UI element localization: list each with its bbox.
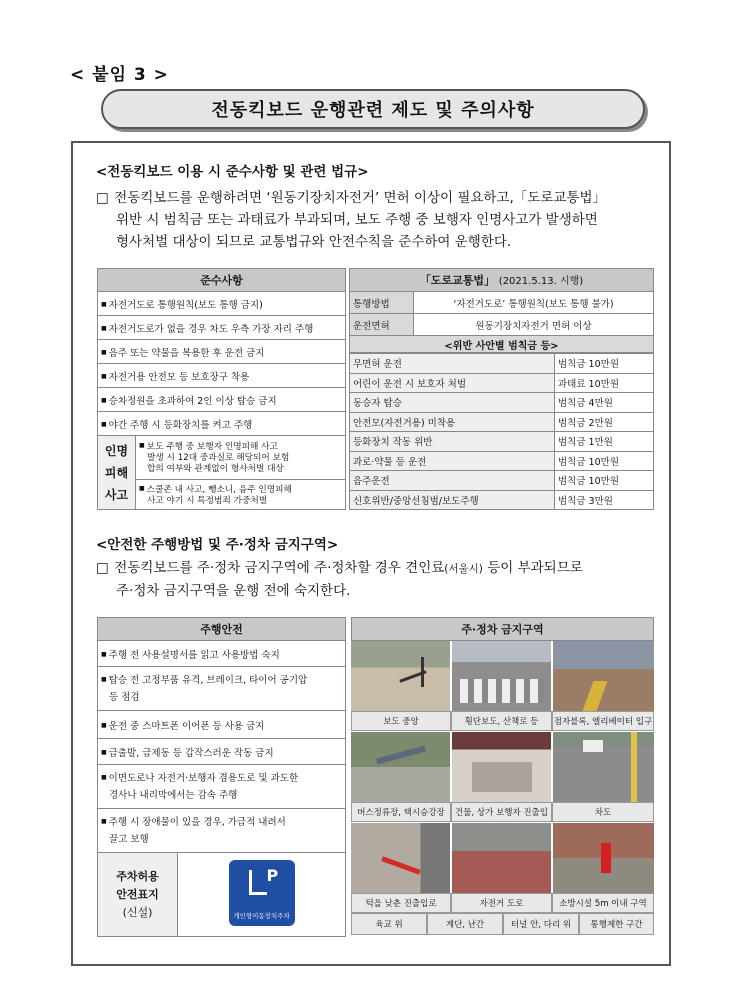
rule-item: ■ 자전거도로가 없을 경우 차도 우측 가장 자리 주행: [98, 316, 346, 340]
accident-line: ■ 보도 주행 중 보행자 인명피해 사고: [139, 440, 342, 453]
safety-line: ■ 이면도로나 자전거·보행자 겸용도로 및 과도한: [101, 769, 342, 787]
law-date: (2021.5.13. 시행): [498, 276, 584, 287]
fine-key: 어린이 운전 시 보호자 처벌: [350, 373, 555, 393]
section1-heading: <전동킥보드 이용 시 준수사항 및 관련 법규>: [96, 164, 369, 180]
fine-value: 범칙금 10만원: [555, 451, 654, 471]
section1-paragraph: [96, 187, 666, 253]
accident-label: [98, 436, 136, 510]
para-line: 위반 시 범칙금 또는 과태료가 부과되며, 보도 주행 중 보행자 인명사고가 발생하면: [116, 212, 598, 228]
zone-photo-building-entrance: [452, 732, 551, 802]
zone-caption: 통행제한 구간: [579, 913, 654, 935]
para-line: 형사처벌 대상이 되므로 교통법규와 안전수칙을 준수하여 운행한다.: [116, 234, 512, 250]
accident-item: [136, 436, 346, 480]
zone-caption: 건물, 상가 보행자 진출입: [451, 802, 552, 822]
fine-value: 범칙금 10만원: [555, 471, 654, 491]
parking-letter: P: [266, 866, 279, 885]
accident-item: [136, 480, 346, 510]
zone-photo-bike-lane: [452, 823, 551, 893]
accident-label-line: 피해: [104, 465, 129, 480]
zone-photo-sidewalk: [351, 641, 450, 711]
accident-line: 합의 여부와 관계없이 형사처벌 대상: [147, 464, 284, 474]
zone-caption: 소방시설 5m 이내 구역: [552, 893, 654, 913]
zone-caption: 터널 안, 다리 위: [503, 913, 579, 935]
page-title-box: [101, 89, 645, 129]
rules-table: [97, 268, 346, 510]
fine-value: 범칙금 10만원: [555, 354, 654, 374]
zone-caption: 횡단보도, 산책로 등: [451, 711, 552, 731]
rule-item: ■ 자전거도로 통행원칙(보도 통행 금지): [98, 292, 346, 316]
parking-label-line: 안전표지: [116, 887, 159, 901]
para-line: 전동킥보드를 운행하려면 ‘원동기장치자전거’ 면허 이상이 필요하고,「도로교통법」: [114, 190, 606, 206]
zones-table: [351, 617, 654, 641]
zone-caption: 턱을 낮춘 진출입로: [351, 893, 451, 913]
rule-item: ■ 승차정원을 초과하여 2인 이상 탑승 금지: [98, 388, 346, 412]
safety-item: [98, 809, 346, 853]
zones-header: 주·정차 금지구역: [352, 618, 654, 641]
bullet-square: □: [96, 560, 109, 576]
law-key: 통행방법: [350, 292, 414, 314]
safety-item: [98, 765, 346, 809]
section2-paragraph: [96, 557, 666, 602]
zone-caption: 점자블록, 엘리베이터 입구: [552, 711, 654, 731]
fine-value: 범칙금 3만원: [555, 490, 654, 510]
rules-header: 준수사항: [98, 269, 346, 292]
rule-item: ■ 음주 또는 약물을 복용한 후 운전 금지: [98, 340, 346, 364]
safety-line: ■ 탑승 전 고정부품 유격, 브레이크, 타이어 공기압: [101, 671, 342, 689]
safety-line: ■ 주행 시 장애물이 있을 경우, 가급적 내려서: [101, 813, 342, 831]
accident-label-line: 사고: [104, 487, 129, 502]
safety-line: 등 점검: [109, 692, 140, 703]
fine-key: 동승자 탑승: [350, 393, 555, 413]
para-line: 전동킥보드를 주·정차 금지구역에 주·정차할 경우 견인료: [114, 560, 445, 576]
attachment-label: < 붙임 3 >: [70, 65, 169, 85]
section2-heading: <안전한 주행방법 및 주·정차 금지구역>: [96, 537, 339, 553]
parking-label: [98, 853, 178, 937]
accident-line: 사고 야기 시 특정범죄 가중처벌: [147, 495, 268, 506]
accident-label-line: 인명: [104, 443, 129, 458]
zone-caption: 계단, 난간: [427, 913, 503, 935]
fine-value: 범칙금 4만원: [555, 393, 654, 413]
safety-item: [98, 667, 346, 711]
fine-key: 신호위반/중앙선침범/보도주행: [350, 490, 555, 510]
zone-caption: 육교 위: [351, 913, 427, 935]
scooter-stem-icon: [249, 870, 252, 894]
scooter-deck-icon: [249, 892, 267, 895]
fine-value: 범칙금 1만원: [555, 432, 654, 452]
fine-key: 등화장치 작동 위반: [350, 432, 555, 452]
fine-key: 과로·약물 등 운전: [350, 451, 555, 471]
law-name: 「도로교통법」: [419, 274, 495, 287]
safety-item: ■ 주행 전 사용설명서를 읽고 사용방법 숙지: [98, 641, 346, 667]
safety-table: [97, 617, 346, 937]
fine-header: <위반 사안별 범칙금 등>: [350, 336, 654, 353]
page-title: 전동킥보드 운행관련 제도 및 주의사항: [211, 100, 535, 121]
fine-key: 음주운전: [350, 471, 555, 491]
parking-sign: [229, 860, 295, 926]
para-small: (서울시): [444, 563, 483, 575]
fine-key: 무면허 운전: [350, 354, 555, 374]
zone-photo-bus-stop: [351, 732, 450, 802]
zone-photo-fire-facility: [553, 823, 654, 893]
safety-item: ■ 운전 중 스마트폰 이어폰 등 사용 금지: [98, 711, 346, 739]
parking-label-line: (신설): [122, 905, 153, 919]
rule-item: ■ 야간 주행 시 등화장치를 켜고 주행: [98, 412, 346, 436]
law-header: [350, 269, 654, 292]
zone-photo-lowered-curb: [351, 823, 450, 893]
para-line: 주·정차 금지구역을 운행 전에 숙지한다.: [116, 583, 351, 599]
bullet-square: □: [96, 190, 109, 206]
parking-sign-cell: [178, 853, 346, 937]
para-line: 등이 부과되므로: [482, 560, 583, 576]
law-key: 운전면허: [350, 314, 414, 336]
law-value: 원동기장치자전거 면허 이상: [414, 314, 654, 336]
zone-caption: 보도 중앙: [351, 711, 451, 731]
zone-caption: 자전거 도로: [451, 893, 552, 913]
zone-photo-roadway: [553, 732, 654, 802]
zone-photo-braille-block: [553, 641, 654, 711]
safety-line: 경사나 내리막에서는 감속 주행: [109, 790, 238, 801]
fine-value: 과태료 10만원: [555, 373, 654, 393]
law-value: ‘자전거도로’ 통행원칙(보도 통행 불가): [414, 292, 654, 314]
zone-caption: 버스정류장, 택시승강장: [351, 802, 451, 822]
accident-line: ■ 스쿨존 내 사고, 뺑소니, 음주 인명피해: [139, 483, 342, 496]
zone-caption: 차도: [552, 802, 654, 822]
safety-line: 끌고 보행: [109, 834, 149, 845]
fine-key: 안전모(자전거용) 미착용: [350, 412, 555, 432]
law-table: [349, 268, 654, 353]
fine-value: 범칙금 2만원: [555, 412, 654, 432]
rule-item: ■ 자전거용 안전모 등 보호장구 착용: [98, 364, 346, 388]
zone-photo-crosswalk: [452, 641, 551, 711]
fine-table: [349, 353, 654, 510]
parking-sign-text: 개인형이동장치주차: [233, 912, 290, 920]
safety-header: 주행안전: [98, 618, 346, 641]
safety-item: ■ 급출발, 급제동 등 갑작스러운 작동 금지: [98, 739, 346, 765]
accident-line: 발생 시 12대 중과실로 해당되어 보험: [147, 453, 290, 463]
parking-label-line: 주차허용: [116, 869, 159, 883]
